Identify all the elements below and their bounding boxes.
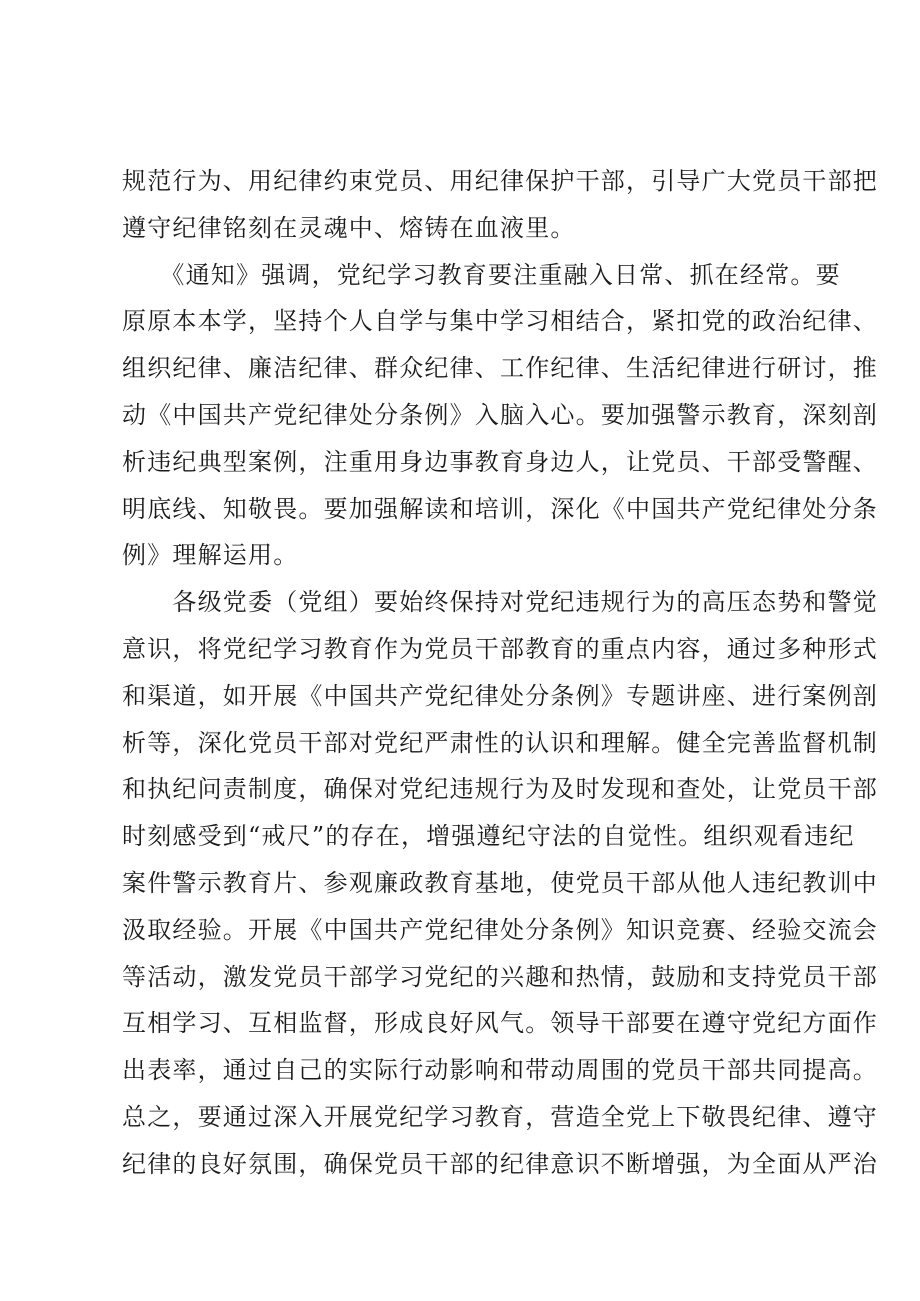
text-line: 例》理解运用。 — [122, 541, 299, 570]
text-line: 等活动，激发党员干部学习党纪的兴趣和热情，鼓励和支持党员干部 — [122, 962, 878, 991]
text-line: 总之，要通过深入开展党纪学习教育，营造全党上下敬畏纪律、遵守 — [122, 1102, 878, 1131]
text-line: 《通知》强调，党纪学习教育要注重融入日常、抓在经常。要 — [122, 260, 841, 289]
text-line: 纪律的良好氛围，确保党员干部的纪律意识不断增强，为全面从严治 — [122, 1149, 878, 1178]
text-line: 原原本本学，坚持个人自学与集中学习相结合，紧扣党的政治纪律、 — [122, 307, 878, 336]
text-line: 和执纪问责制度，确保对党纪违规行为及时发现和查处，让党员干部 — [122, 775, 878, 804]
text-line: 析等，深化党员干部对党纪严肃性的认识和理解。健全完善监督机制 — [122, 728, 878, 757]
text-line: 明底线、知敬畏。要加强解读和培训，深化《中国共产党纪律处分条 — [122, 494, 878, 523]
text-line: 汲取经验。开展《中国共产党纪律处分条例》知识竞赛、经验交流会 — [122, 915, 878, 944]
text-line: 意识，将党纪学习教育作为党员干部教育的重点内容，通过多种形式 — [122, 634, 878, 663]
text-line: 互相学习、互相监督，形成良好风气。领导干部要在遵守党纪方面作 — [122, 1009, 878, 1038]
text-line: 遵守纪律铭刻在灵魂中、熔铸在血液里。 — [122, 213, 576, 242]
document-body — [122, 158, 878, 1188]
text-line: 动《中国共产党纪律处分条例》入脑入心。要加强警示教育，深刻剖 — [122, 400, 878, 429]
text-line: 析违纪典型案例，注重用身边事教育身边人，让党员、干部受警醒、 — [122, 447, 878, 476]
text-line: 和渠道，如开展《中国共产党纪律处分条例》专题讲座、进行案例剖 — [122, 681, 878, 710]
text-line: 规范行为、用纪律约束党员、用纪律保护干部，引导广大党员干部把 — [122, 167, 878, 195]
text-line: 出表率，通过自己的实际行动影响和带动周围的党员干部共同提高。 — [122, 1056, 878, 1085]
text-line: 组织纪律、廉洁纪律、群众纪律、工作纪律、生活纪律进行研讨，推 — [122, 354, 878, 383]
text-line: 时刻感受到“戒尺”的存在，增强遵纪守法的自觉性。组织观看违纪 — [122, 822, 855, 851]
text-line: 各级党委（党组）要始终保持对党纪违规行为的高压态势和警觉 — [122, 588, 878, 617]
text-line: 案件警示教育片、参观廉政教育基地，使党员干部从他人违纪教训中 — [122, 868, 878, 897]
